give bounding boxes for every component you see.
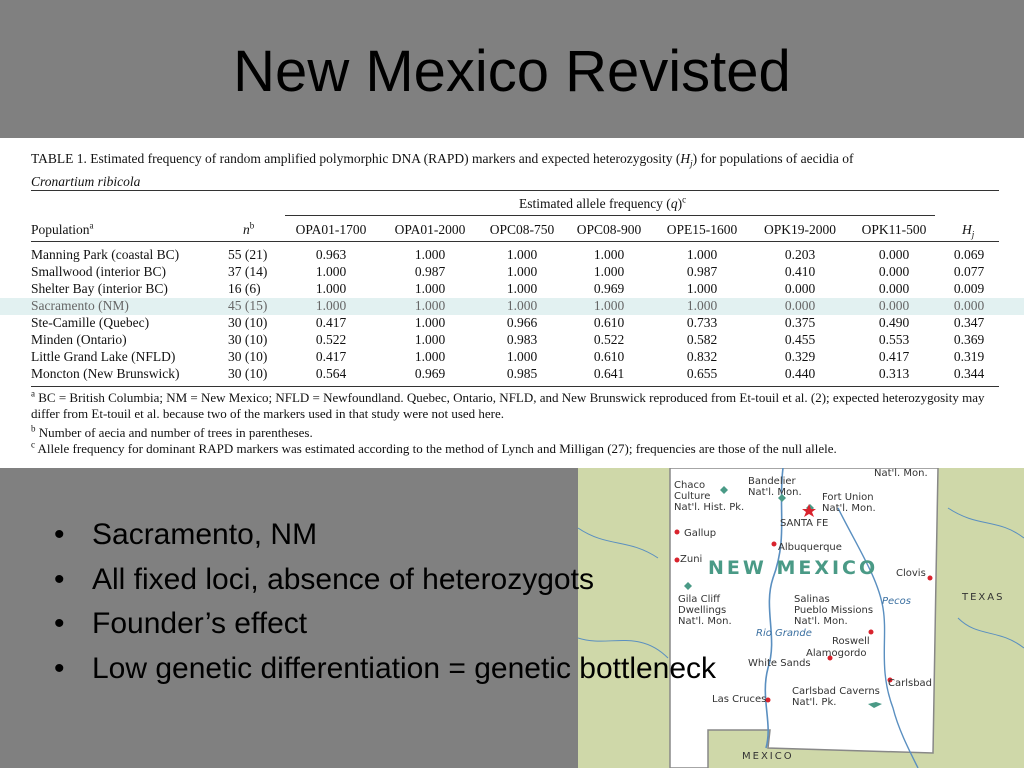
map-label-rio-grande: Rio Grande [756, 628, 812, 639]
row-allele-frequency: 0.610 [593, 315, 625, 330]
row-allele-frequency: 0.655 [686, 366, 718, 381]
row-heterozygosity: 0.009 [953, 281, 985, 296]
marker-header: OPC08-750 [489, 222, 555, 237]
row-allele-frequency: 0.375 [784, 315, 816, 330]
row-allele-frequency: 0.417 [315, 349, 347, 364]
row-allele-frequency: 0.203 [784, 247, 816, 262]
footnote-c: $^c$ Allele frequency for dominant RAPD markers was estimated according to the method of Lynch and Milligan (27); frequencies are those of the null allele. [31, 439, 837, 456]
row-allele-frequency: 0.522 [593, 332, 625, 347]
row-allele-frequency: 0.987 [414, 264, 446, 279]
row-allele-frequency: 0.985 [506, 366, 538, 381]
map-label-pecos: Pecos [882, 596, 912, 607]
row-allele-frequency: 0.733 [686, 315, 718, 330]
row-allele-frequency: 0.553 [878, 332, 910, 347]
header-bottom-rule [31, 241, 999, 242]
row-population: Little Grand Lake (NFLD) [31, 349, 176, 364]
map-label-bandelier: Bandelier Nat'l. Mon. [748, 476, 802, 498]
row-allele-frequency: 1.000 [414, 349, 446, 364]
row-allele-frequency: 0.410 [784, 264, 816, 279]
map-label-albuquerque: Albuquerque [778, 542, 842, 553]
row-allele-frequency: 0.313 [878, 366, 910, 381]
row-population: Ste-Camille (Quebec) [31, 315, 150, 330]
allele-frequency-header: Estimated allele frequency $(q)^c$ [519, 194, 687, 211]
map-label-zuni: Zuni [680, 554, 703, 565]
marker-header: OPA01-2000 [394, 222, 466, 237]
row-allele-frequency: 0.522 [315, 332, 347, 347]
marker-header: OPC08-900 [576, 222, 642, 237]
footnote-a: $^a$ BC = British Columbia; NM = New Mexico; NFLD = Newfoundland. Quebec, Ontario, NFLD, and New Brunswick reproduced from Et-touil et al. (2); expected heterozygosity may differ from Et-touil et al. because two of the markers used in that study were not used here. [31, 388, 985, 421]
population-header: Population$^a$ [31, 220, 94, 237]
map-label-white-sands: White Sands [748, 658, 811, 669]
bullet-item: • All fixed loci, absence of heterozygots [52, 558, 812, 603]
row-sample-size: 37 (14) [228, 264, 268, 279]
table-panel [0, 138, 1024, 468]
row-allele-frequency: 0.610 [593, 349, 625, 364]
row-allele-frequency: 0.000 [878, 264, 910, 279]
row-allele-frequency: 1.000 [506, 264, 538, 279]
row-allele-frequency: 1.000 [414, 281, 446, 296]
marker-header: OPK11-500 [861, 222, 927, 237]
row-allele-frequency: 0.000 [878, 281, 910, 296]
row-allele-frequency: 0.000 [878, 298, 910, 313]
slide-title: New Mexico Revisted [233, 39, 791, 104]
row-allele-frequency: 1.000 [686, 298, 718, 313]
map-label-clovis: Clovis [896, 568, 926, 579]
map-label-santa-fe: SANTA FE [780, 518, 829, 529]
row-heterozygosity: 0.000 [953, 298, 985, 313]
row-allele-frequency: 1.000 [506, 281, 538, 296]
row-allele-frequency: 0.564 [315, 366, 347, 381]
row-allele-frequency: 0.969 [593, 281, 625, 296]
map-label-texas: TEXAS [962, 592, 1005, 603]
table-top-rule [31, 190, 999, 191]
row-population: Moncton (New Brunswick) [31, 366, 180, 381]
row-sample-size: 30 (10) [228, 349, 268, 364]
row-allele-frequency: 0.582 [686, 332, 718, 347]
row-sample-size: 30 (10) [228, 366, 268, 381]
footnote-b: $^b$ Number of aecia and number of trees in parentheses. [31, 423, 313, 440]
row-heterozygosity: 0.344 [953, 366, 985, 381]
row-allele-frequency: 1.000 [315, 298, 347, 313]
row-allele-frequency: 0.000 [784, 281, 816, 296]
map-label-las-cruces: Las Cruces [712, 694, 767, 705]
table-bottom-rule [31, 386, 999, 387]
row-allele-frequency: 0.490 [878, 315, 910, 330]
row-allele-frequency: 1.000 [686, 281, 718, 296]
marker-header: OPA01-1700 [295, 222, 367, 237]
row-allele-frequency: 0.000 [784, 298, 816, 313]
row-heterozygosity: 0.077 [953, 264, 985, 279]
row-allele-frequency: 1.000 [506, 349, 538, 364]
row-allele-frequency: 0.000 [878, 247, 910, 262]
map-label-top: Nat'l. Mon. [874, 468, 928, 479]
map-label-fort-union: Fort Union Nat'l. Mon. [822, 492, 876, 514]
row-allele-frequency: 0.963 [315, 247, 347, 262]
row-population: Shelter Bay (interior BC) [31, 281, 168, 296]
bullet-item: • Founder’s effect [52, 602, 812, 647]
row-allele-frequency: 1.000 [414, 247, 446, 262]
row-allele-frequency: 1.000 [593, 298, 625, 313]
row-allele-frequency: 1.000 [593, 264, 625, 279]
hj-header: $H_j$ [962, 222, 975, 240]
row-sample-size: 16 (6) [228, 281, 261, 296]
row-allele-frequency: 1.000 [686, 247, 718, 262]
marker-header: OPE15-1600 [666, 222, 738, 237]
row-population: Manning Park (coastal BC) [31, 247, 180, 262]
row-population: Minden (Ontario) [31, 332, 127, 347]
row-sample-size: 30 (10) [228, 315, 268, 330]
map-state-name: NEW MEXICO [708, 557, 879, 579]
marker-header: OPK19-2000 [763, 222, 836, 237]
row-allele-frequency: 0.641 [593, 366, 625, 381]
row-allele-frequency: 0.832 [686, 349, 718, 364]
map-label-gallup: Gallup [684, 528, 717, 539]
row-allele-frequency: 0.455 [784, 332, 816, 347]
map-label-carlsbad: Carlsbad [888, 678, 933, 689]
row-allele-frequency: 0.983 [506, 332, 538, 347]
row-allele-frequency: 0.329 [784, 349, 816, 364]
row-population: Smallwood (interior BC) [31, 264, 166, 279]
map-label-roswell: Roswell [832, 636, 870, 647]
bullet-item: • Sacramento, NM [52, 513, 812, 558]
row-allele-frequency: 0.966 [506, 315, 538, 330]
row-allele-frequency: 1.000 [414, 315, 446, 330]
map-label-carlsbad-caverns: Carlsbad Caverns Nat'l. Pk. [792, 686, 880, 708]
row-allele-frequency: 0.987 [686, 264, 718, 279]
row-population: Sacramento (NM) [31, 298, 129, 313]
n-header: $n^b$ [243, 220, 255, 237]
row-allele-frequency: 0.417 [315, 315, 347, 330]
row-allele-frequency: 1.000 [506, 247, 538, 262]
row-sample-size: 45 (15) [228, 298, 268, 313]
row-heterozygosity: 0.069 [953, 247, 985, 262]
row-allele-frequency: 1.000 [414, 298, 446, 313]
row-allele-frequency: 0.969 [414, 366, 446, 381]
group-header-rule [285, 215, 935, 216]
row-allele-frequency: 0.440 [784, 366, 816, 381]
bullet-item: • Low genetic differentiation = genetic bottleneck [52, 647, 812, 692]
row-allele-frequency: 1.000 [593, 247, 625, 262]
row-sample-size: 55 (21) [228, 247, 268, 262]
row-allele-frequency: 1.000 [315, 264, 347, 279]
map-label-chaco: Chaco Culture Nat'l. Hist. Pk. [674, 480, 745, 513]
row-allele-frequency: 1.000 [506, 298, 538, 313]
map-label-salinas: Salinas Pueblo Missions Nat'l. Mon. [794, 594, 874, 627]
table-caption: TABLE 1. Estimated frequency of random amplified polymorphic DNA (RAPD) markers and expected heterozygosity $(H_j)$ for populations of aecidia of Cronartium ribicola [31, 151, 854, 189]
map-label-mexico: MEXICO [742, 751, 794, 762]
bullet-list [52, 513, 812, 691]
row-heterozygosity: 0.347 [953, 315, 985, 330]
row-sample-size: 30 (10) [228, 332, 268, 347]
row-allele-frequency: 1.000 [414, 332, 446, 347]
row-heterozygosity: 0.369 [953, 332, 985, 347]
row-allele-frequency: 1.000 [315, 281, 347, 296]
row-allele-frequency: 0.417 [878, 349, 910, 364]
map-label-alamogordo: Alamogordo [806, 648, 867, 659]
row-heterozygosity: 0.319 [953, 349, 985, 364]
map-label-gila: Gila Cliff Dwellings Nat'l. Mon. [678, 594, 732, 627]
